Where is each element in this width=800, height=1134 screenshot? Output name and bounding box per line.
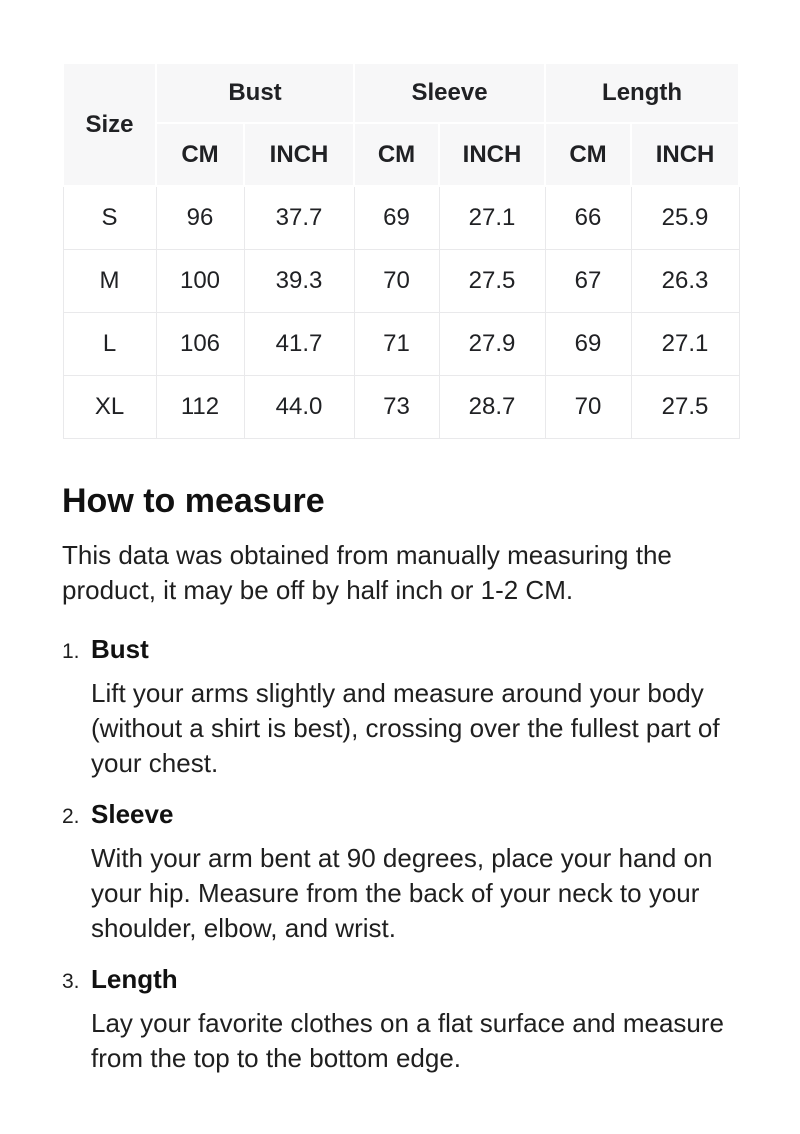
bust-cm-header: CM bbox=[156, 123, 244, 186]
measure-step-length bbox=[62, 964, 738, 1076]
length-inch-cell: 27.5 bbox=[631, 375, 739, 438]
size-cell: S bbox=[63, 186, 156, 249]
step-number: 3. bbox=[62, 969, 80, 993]
sleeve-cm-header: CM bbox=[354, 123, 439, 186]
measure-step-bust bbox=[62, 634, 738, 781]
measure-steps-list bbox=[62, 634, 738, 1076]
bust-inch-cell: 41.7 bbox=[244, 312, 354, 375]
table-unit-header-row bbox=[63, 123, 739, 186]
step-title: Bust bbox=[91, 633, 149, 664]
length-inch-cell: 26.3 bbox=[631, 249, 739, 312]
measure-step-sleeve bbox=[62, 799, 738, 946]
sleeve-inch-cell: 27.1 bbox=[439, 186, 545, 249]
step-heading bbox=[62, 634, 738, 665]
step-number: 1. bbox=[62, 639, 80, 663]
bust-inch-header: INCH bbox=[244, 123, 354, 186]
length-cm-cell: 70 bbox=[545, 375, 631, 438]
table-row-s bbox=[63, 186, 739, 249]
sleeve-group-header: Sleeve bbox=[354, 63, 545, 123]
step-title: Sleeve bbox=[91, 798, 174, 829]
table-group-header-row bbox=[63, 63, 739, 123]
bust-group-header: Bust bbox=[156, 63, 354, 123]
sleeve-inch-cell: 27.5 bbox=[439, 249, 545, 312]
step-heading bbox=[62, 964, 738, 995]
table-row-xl bbox=[63, 375, 739, 438]
bust-inch-cell: 44.0 bbox=[244, 375, 354, 438]
measure-disclaimer-text: This data was obtained from manually measuring the product, it may be off by half inch or 1-2 CM. bbox=[62, 539, 672, 605]
sleeve-inch-cell: 27.9 bbox=[439, 312, 545, 375]
length-group-header: Length bbox=[545, 63, 739, 123]
sleeve-cm-cell: 73 bbox=[354, 375, 439, 438]
length-cm-cell: 67 bbox=[545, 249, 631, 312]
size-cell: L bbox=[63, 312, 156, 375]
step-number: 2. bbox=[62, 804, 80, 828]
sleeve-inch-cell: 28.7 bbox=[439, 375, 545, 438]
size-cell: M bbox=[63, 249, 156, 312]
table-row-m bbox=[63, 249, 739, 312]
step-description: Lift your arms slightly and measure around your body (without a shirt is best), crossing over the fullest part of your chest. bbox=[91, 677, 720, 778]
step-heading bbox=[62, 799, 738, 830]
step-description: With your arm bent at 90 degrees, place your hand on your hip. Measure from the back of your neck to your shoulder, elbow, and wrist. bbox=[91, 842, 713, 943]
sleeve-cm-cell: 70 bbox=[354, 249, 439, 312]
bust-cm-cell: 112 bbox=[156, 375, 244, 438]
size-chart-table bbox=[62, 62, 740, 439]
size-column-header: Size bbox=[63, 63, 156, 186]
sleeve-cm-cell: 69 bbox=[354, 186, 439, 249]
bust-cm-cell: 100 bbox=[156, 249, 244, 312]
length-cm-header: CM bbox=[545, 123, 631, 186]
bust-inch-cell: 39.3 bbox=[244, 249, 354, 312]
length-inch-cell: 25.9 bbox=[631, 186, 739, 249]
how-to-measure-title: How to measure bbox=[62, 481, 325, 520]
sleeve-inch-header: INCH bbox=[439, 123, 545, 186]
bust-inch-cell: 37.7 bbox=[244, 186, 354, 249]
length-inch-cell: 27.1 bbox=[631, 312, 739, 375]
length-inch-header: INCH bbox=[631, 123, 739, 186]
step-title: Length bbox=[91, 963, 178, 994]
length-cm-cell: 69 bbox=[545, 312, 631, 375]
sleeve-cm-cell: 71 bbox=[354, 312, 439, 375]
table-row-l bbox=[63, 312, 739, 375]
bust-cm-cell: 96 bbox=[156, 186, 244, 249]
bust-cm-cell: 106 bbox=[156, 312, 244, 375]
size-cell: XL bbox=[63, 375, 156, 438]
step-description: Lay your favorite clothes on a flat surface and measure from the top to the bottom edge. bbox=[91, 1007, 725, 1073]
length-cm-cell: 66 bbox=[545, 186, 631, 249]
